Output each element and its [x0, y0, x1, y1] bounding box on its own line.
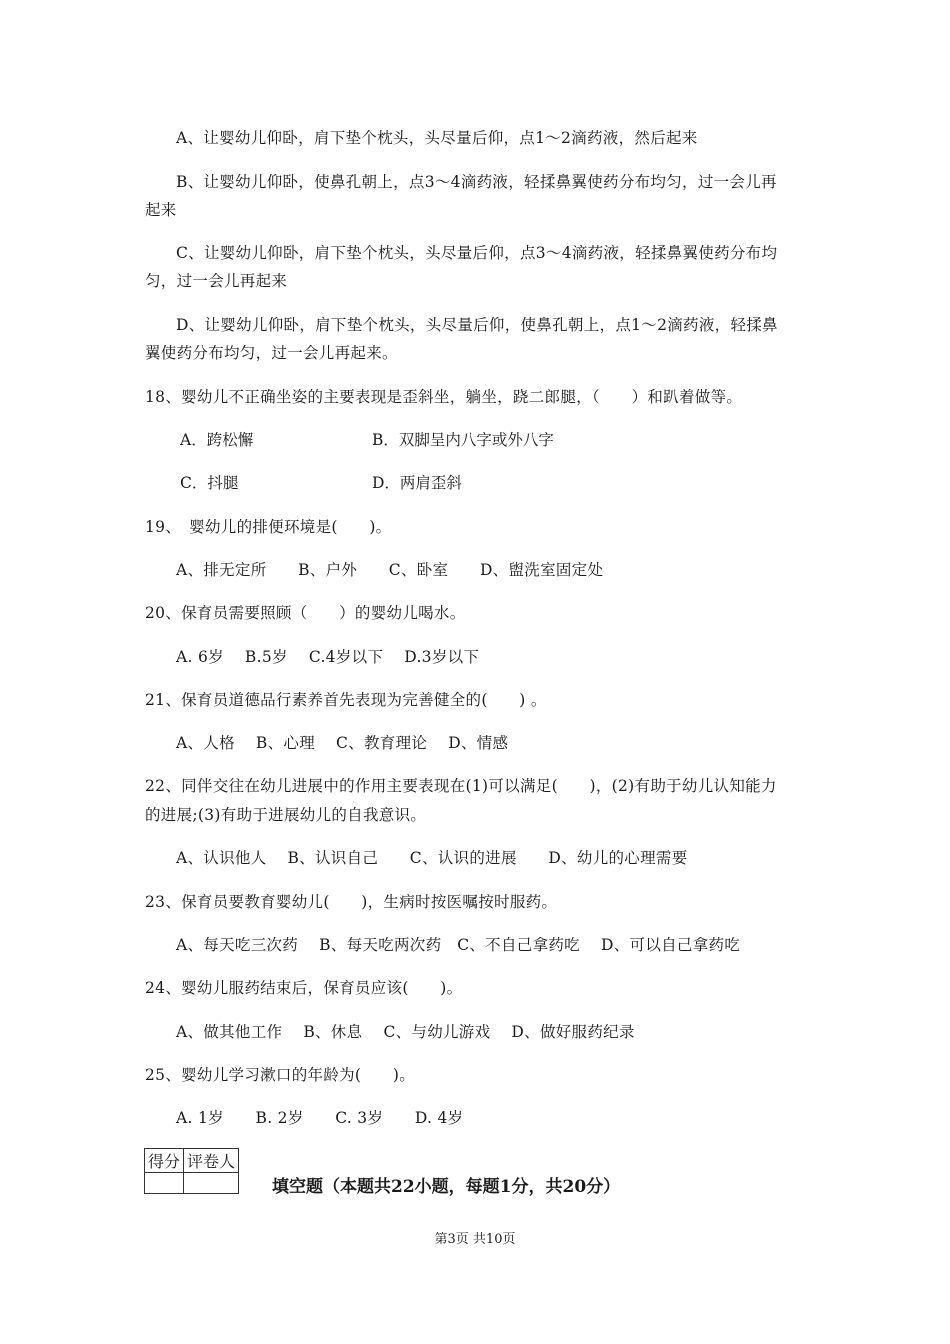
score-cell — [145, 1173, 184, 1194]
q22-question-line1: 22、同伴交往在幼儿进展中的作用主要表现在(1)可以满足( )，(2)有助于幼儿认知能力 — [145, 777, 777, 795]
q17-option-b-line1: B、让婴幼儿仰卧，使鼻孔朝上，点3～4滴药液，轻揉鼻翼使药分布均匀，过一会儿再 — [176, 173, 777, 191]
q18-option-a: A．跨松懈 — [180, 431, 254, 449]
section-title: 填空题（本题共22小题，每题1分，共20分） — [272, 1177, 621, 1197]
q17-option-c-line1: C、让婴幼儿仰卧，肩下垫个枕头，头尽量后仰，点3～4滴药液，轻揉鼻翼使药分布均 — [176, 244, 778, 262]
q22-options: A、认识他人 B、认识自己 C、认识的进展 D、幼儿的心理需要 — [176, 849, 688, 867]
q20-question: 20、保育员需要照顾（ ）的婴幼儿喝水。 — [145, 604, 466, 622]
q17-option-b-line2: 起来 — [145, 201, 177, 219]
q22-question-line2: 的进展;(3)有助于进展幼儿的自我意识。 — [145, 806, 427, 824]
q24-question: 24、婴幼儿服药结束后，保育员应该( )。 — [145, 979, 463, 997]
q21-question: 21、保育员道德品行素养首先表现为完善健全的( ) 。 — [145, 691, 547, 709]
score-table — [144, 1148, 239, 1194]
q18-question: 18、婴幼儿不正确坐姿的主要表现是歪斜坐，躺坐，跷二郎腿，（ ）和趴着做等。 — [145, 388, 743, 406]
q23-options: A、每天吃三次药 B、每天吃两次药 C、不自己拿药吃 D、可以自己拿药吃 — [176, 936, 741, 954]
q21-options: A、人格 B、心理 C、教育理论 D、情感 — [176, 734, 509, 752]
q24-options: A、做其他工作 B、休息 C、与幼儿游戏 D、做好服药纪录 — [176, 1023, 635, 1041]
grader-cell — [184, 1173, 239, 1194]
q17-option-a: A、让婴幼儿仰卧，肩下垫个枕头，头尽量后仰，点1～2滴药液，然后起来 — [176, 129, 698, 147]
q20-options: A. 6岁 B.5岁 C.4岁以下 D.3岁以下 — [176, 648, 480, 666]
q19-options: A、排无定所 B、户外 C、卧室 D、盥洗室固定处 — [176, 561, 604, 579]
q19-question: 19、 婴幼儿的排便环境是( )。 — [145, 518, 392, 536]
grader-label: 评卷人 — [184, 1149, 239, 1173]
q18-option-c: C．抖腿 — [180, 474, 239, 492]
score-label: 得分 — [145, 1149, 184, 1173]
q17-option-c-line2: 匀，过一会儿再起来 — [145, 272, 288, 290]
q25-question: 25、婴幼儿学习漱口的年龄为( )。 — [145, 1066, 416, 1084]
q23-question: 23、保育员要教育婴幼儿( )，生病时按医嘱按时服药。 — [145, 893, 558, 911]
q18-option-b: B．双脚呈内八字或外八字 — [372, 431, 554, 449]
page-footer: 第3页 共10页 — [434, 1232, 516, 1247]
q18-option-d: D．两肩歪斜 — [372, 474, 462, 492]
q17-option-d-line1: D、让婴幼儿仰卧，肩下垫个枕头，头尽量后仰，使鼻孔朝上，点1～2滴药液，轻揉鼻 — [176, 316, 778, 334]
q25-options: A. 1岁 B. 2岁 C. 3岁 D. 4岁 — [176, 1109, 464, 1127]
q17-option-d-line2: 翼使药分布均匀，过一会儿再起来。 — [145, 344, 398, 362]
